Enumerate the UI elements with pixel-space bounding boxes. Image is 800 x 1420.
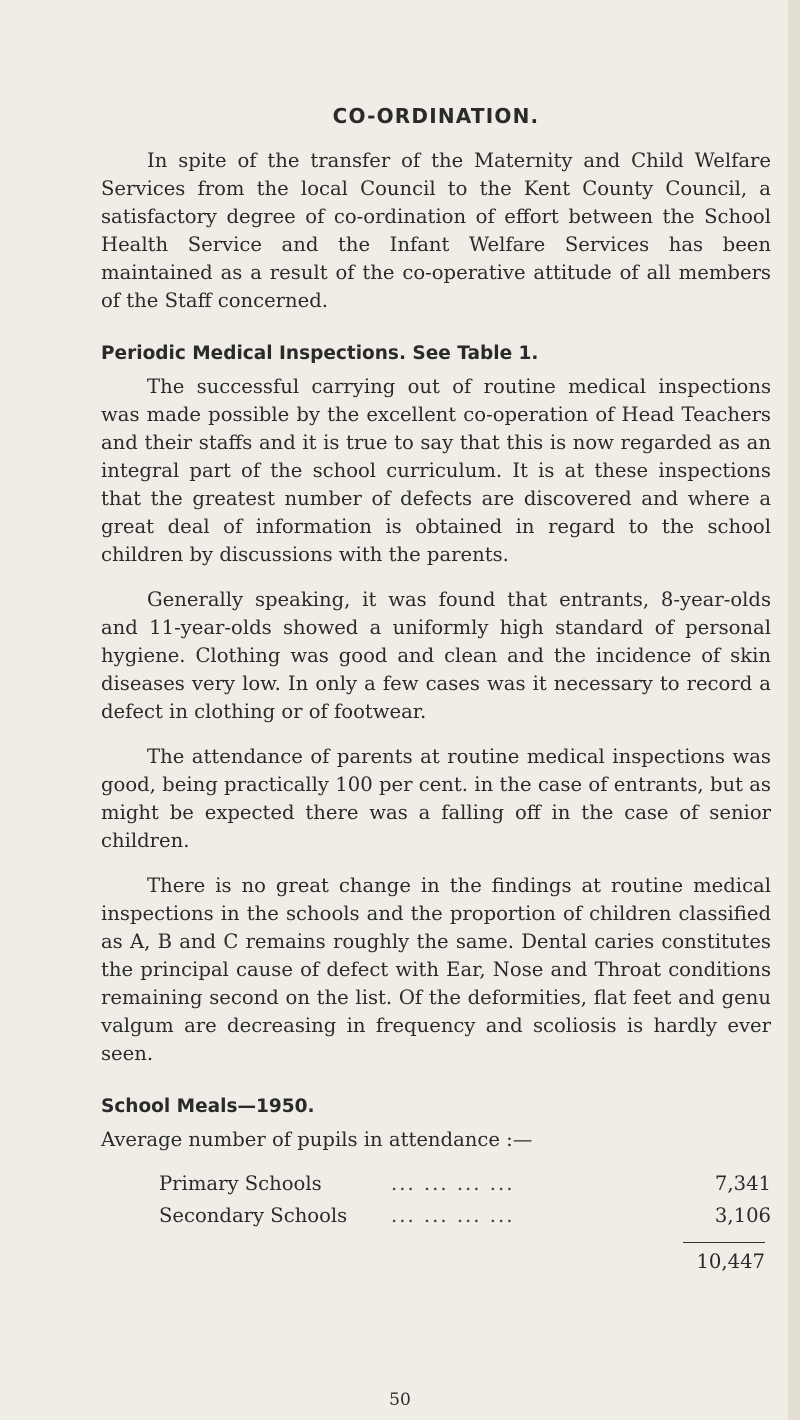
meals-intro: Average number of pupils in attendance :— xyxy=(101,1128,533,1151)
paragraph-inspections-2: Generally speaking, it was found that entrants, 8-year-olds and 11-year-olds showed a uniformly high standard of personal hygiene. Clothing was good and clean and the incidence of skin diseases very low. In only a few cases was it necessary to record a defect in clothing or of footwear. xyxy=(101,588,771,723)
meals-row-secondary xyxy=(101,1200,771,1232)
paragraph-inspections-4: There is no great change in the findings at routine medical inspections in the schools and the proportion of children classified as A, B and C remains roughly the same. Dental caries constitutes the principal cause of defect with Ear, Nose and Throat conditions remaining second on the list. Of the deformities, flat feet and genu valgum are decreasing in frequency and scoliosis is hardly ever seen. xyxy=(101,874,771,1065)
meals-total: 10,447 xyxy=(696,1250,765,1273)
meals-row-primary xyxy=(101,1168,771,1200)
paragraph-coordination: In spite of the transfer of the Maternity and Child Welfare Services from the local Council to the Kent County Council, a satisfactory degree of co-ordination of effort between the School Health Service and the Infant Welfare Services has been maintained as a result of the co-operative attitude of all members of the Staff concerned. xyxy=(101,149,771,312)
meals-row-label: Primary Schools xyxy=(159,1172,322,1195)
meals-row-value: 7,341 xyxy=(714,1172,771,1195)
paragraph-inspections-1: The successful carrying out of routine medical inspections was made possible by the excellent co-operation of Head Teachers and their staffs and it is true to say that this is now regarded as an integral part of the school curriculum. It is at these inspections that the greatest number of defects are discovered and where a great deal of information is obtained in regard to the school children by discussions with the parents. xyxy=(101,375,771,566)
page-number: 50 xyxy=(389,1390,411,1410)
page-content xyxy=(101,104,771,1277)
leader-dots: ... ... ... ... xyxy=(391,1172,515,1195)
total-rule xyxy=(683,1242,765,1243)
meals-row-label: Secondary Schools xyxy=(159,1204,348,1227)
heading-periodic-medical-inspections: Periodic Medical Inspections. See Table 1. xyxy=(101,343,539,364)
heading-school-meals: School Meals—1950. xyxy=(101,1096,315,1117)
meals-row-value: 3,106 xyxy=(714,1204,771,1227)
paragraph-inspections-3: The attendance of parents at routine medical inspections was good, being practically 100 per cent. in the case of entrants, but as might be expected there was a falling off in the case of senior children. xyxy=(101,745,771,852)
page-edge-shadow xyxy=(788,0,800,1420)
section-title: CO-ORDINATION. xyxy=(332,104,540,128)
leader-dots: ... ... ... ... xyxy=(391,1204,515,1227)
